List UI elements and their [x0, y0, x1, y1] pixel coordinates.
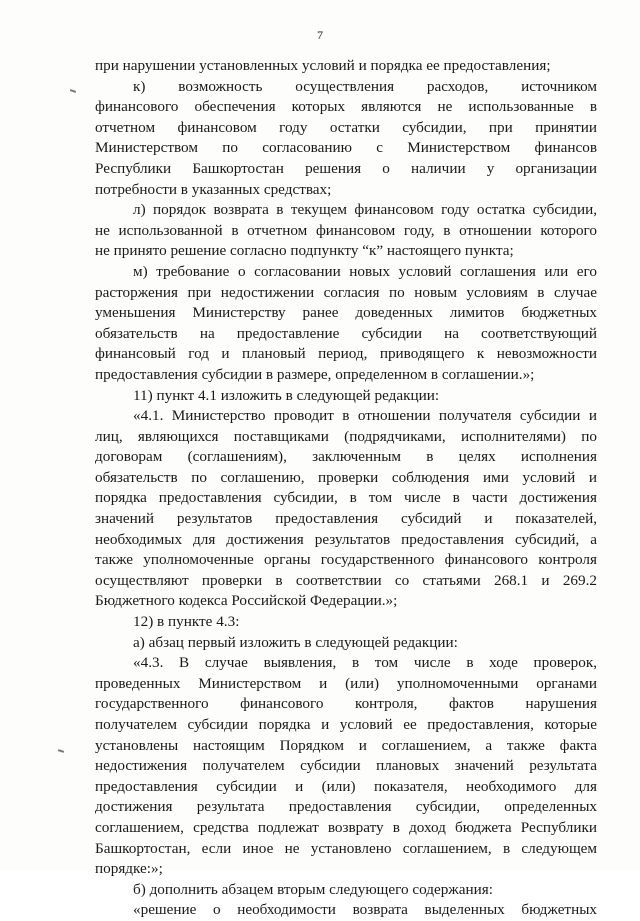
text-line: необходимых для достижения результатов предоставления субсидий, а [95, 530, 597, 548]
text-line: б) дополнить абзацем вторым следующего содержания: [133, 880, 493, 898]
text-line: расторжения при недостижении согласия по новым условиям в случае [95, 283, 597, 301]
text-line: получателем субсидии порядка и условий ее предоставления, которые [95, 716, 597, 733]
text-line: также уполномоченные органы государственного финансового контроля [95, 551, 597, 569]
text-line: к) возможность осуществления расходов, источником [133, 77, 597, 95]
text-line: 12) в пункте 4.3: [133, 613, 240, 631]
text-line: финансового обеспечения которых являются не использованные в [95, 98, 597, 116]
text-line: уменьшения Министерству ранее доведенных лимитов бюджетных [95, 304, 597, 322]
text-line: обязательств по соглашению, проверки соблюдения ими условий и [95, 468, 597, 486]
text-line: л) порядок возврата в текущем финансовом году остатка субсидии, [133, 201, 597, 219]
document-body [95, 56, 597, 921]
text-line: финансовый год и плановый период, приводящего к невозможности [95, 345, 597, 363]
text-line: предоставления субсидии и (или) показателя, необходимого для [95, 777, 597, 795]
page-number: 7 [317, 28, 323, 42]
text-line: Республики Башкортостан решения о наличии у организации [95, 159, 597, 177]
text-line: государственного финансового контроля, фактов нарушения [95, 695, 597, 713]
text-line: недостижения получателем субсидии плановых значений результата [95, 757, 597, 775]
text-line: обязательств на предоставление субсидии на соответствующий [95, 324, 597, 342]
text-line: осуществляют проверки в соответствии со статьями 268.1 и 269.2 [95, 571, 597, 589]
text-line: не использованной в отчетном финансовом году, в отношении которого [95, 221, 597, 239]
text-line: Бюджетного кодекса Российской Федерации.»; [95, 592, 398, 610]
text-line: Башкортостан, если иное не установлено соглашением, в следующем [95, 839, 597, 857]
text-line: значений результатов предоставления субсидий и показателей, [95, 510, 597, 528]
text-line: 11) пункт 4.1 изложить в следующей редакции: [133, 386, 440, 404]
scan-mark [58, 749, 64, 753]
text-line: Министерством по согласованию с Министерством финансов [95, 139, 597, 157]
text-line: достижения результата предоставления субсидии, определенных [95, 798, 597, 816]
text-line: проведенных Министерством и (или) уполномоченными органами [95, 674, 597, 692]
text-line: предоставления субсидии в размере, определенном в соглашении.»; [95, 365, 535, 383]
text-line: лиц, являющихся поставщиками (подрядчиками, исполнителями) по [95, 427, 597, 445]
text-line: м) требование о согласовании новых условий соглашения или его [133, 262, 597, 280]
text-line: потребности в указанных средствах; [95, 180, 332, 198]
text-line: порядка предоставления субсидии, в том числе в части достижения [95, 489, 597, 507]
text-line: «4.3. В случае выявления, в том числе в ходе проверок, [133, 654, 597, 672]
text-line: договорам (соглашениям), заключенным в целях исполнения [95, 448, 597, 466]
text-line: а) абзац первый изложить в следующей редакции: [133, 633, 458, 651]
text-line: не принято решение согласно подпункту “к” настоящего пункта; [95, 242, 514, 260]
text-line: «4.1. Министерство проводит в отношении получателя субсидии и [133, 407, 597, 425]
scan-mark [70, 89, 76, 93]
text-line: при нарушении установленных условий и порядка ее предоставления; [95, 57, 551, 74]
text-line: соглашением, средства подлежат возврату в доход бюджета Республики [95, 818, 597, 836]
text-line: установлены настоящим Порядком и соглашением, а также факта [95, 736, 597, 754]
text-line: «решение о необходимости возврата выделенных бюджетных [133, 901, 597, 919]
text-line: порядке:»; [95, 860, 163, 878]
text-line: отчетном финансовом году остатки субсидии, при принятии [95, 118, 597, 136]
